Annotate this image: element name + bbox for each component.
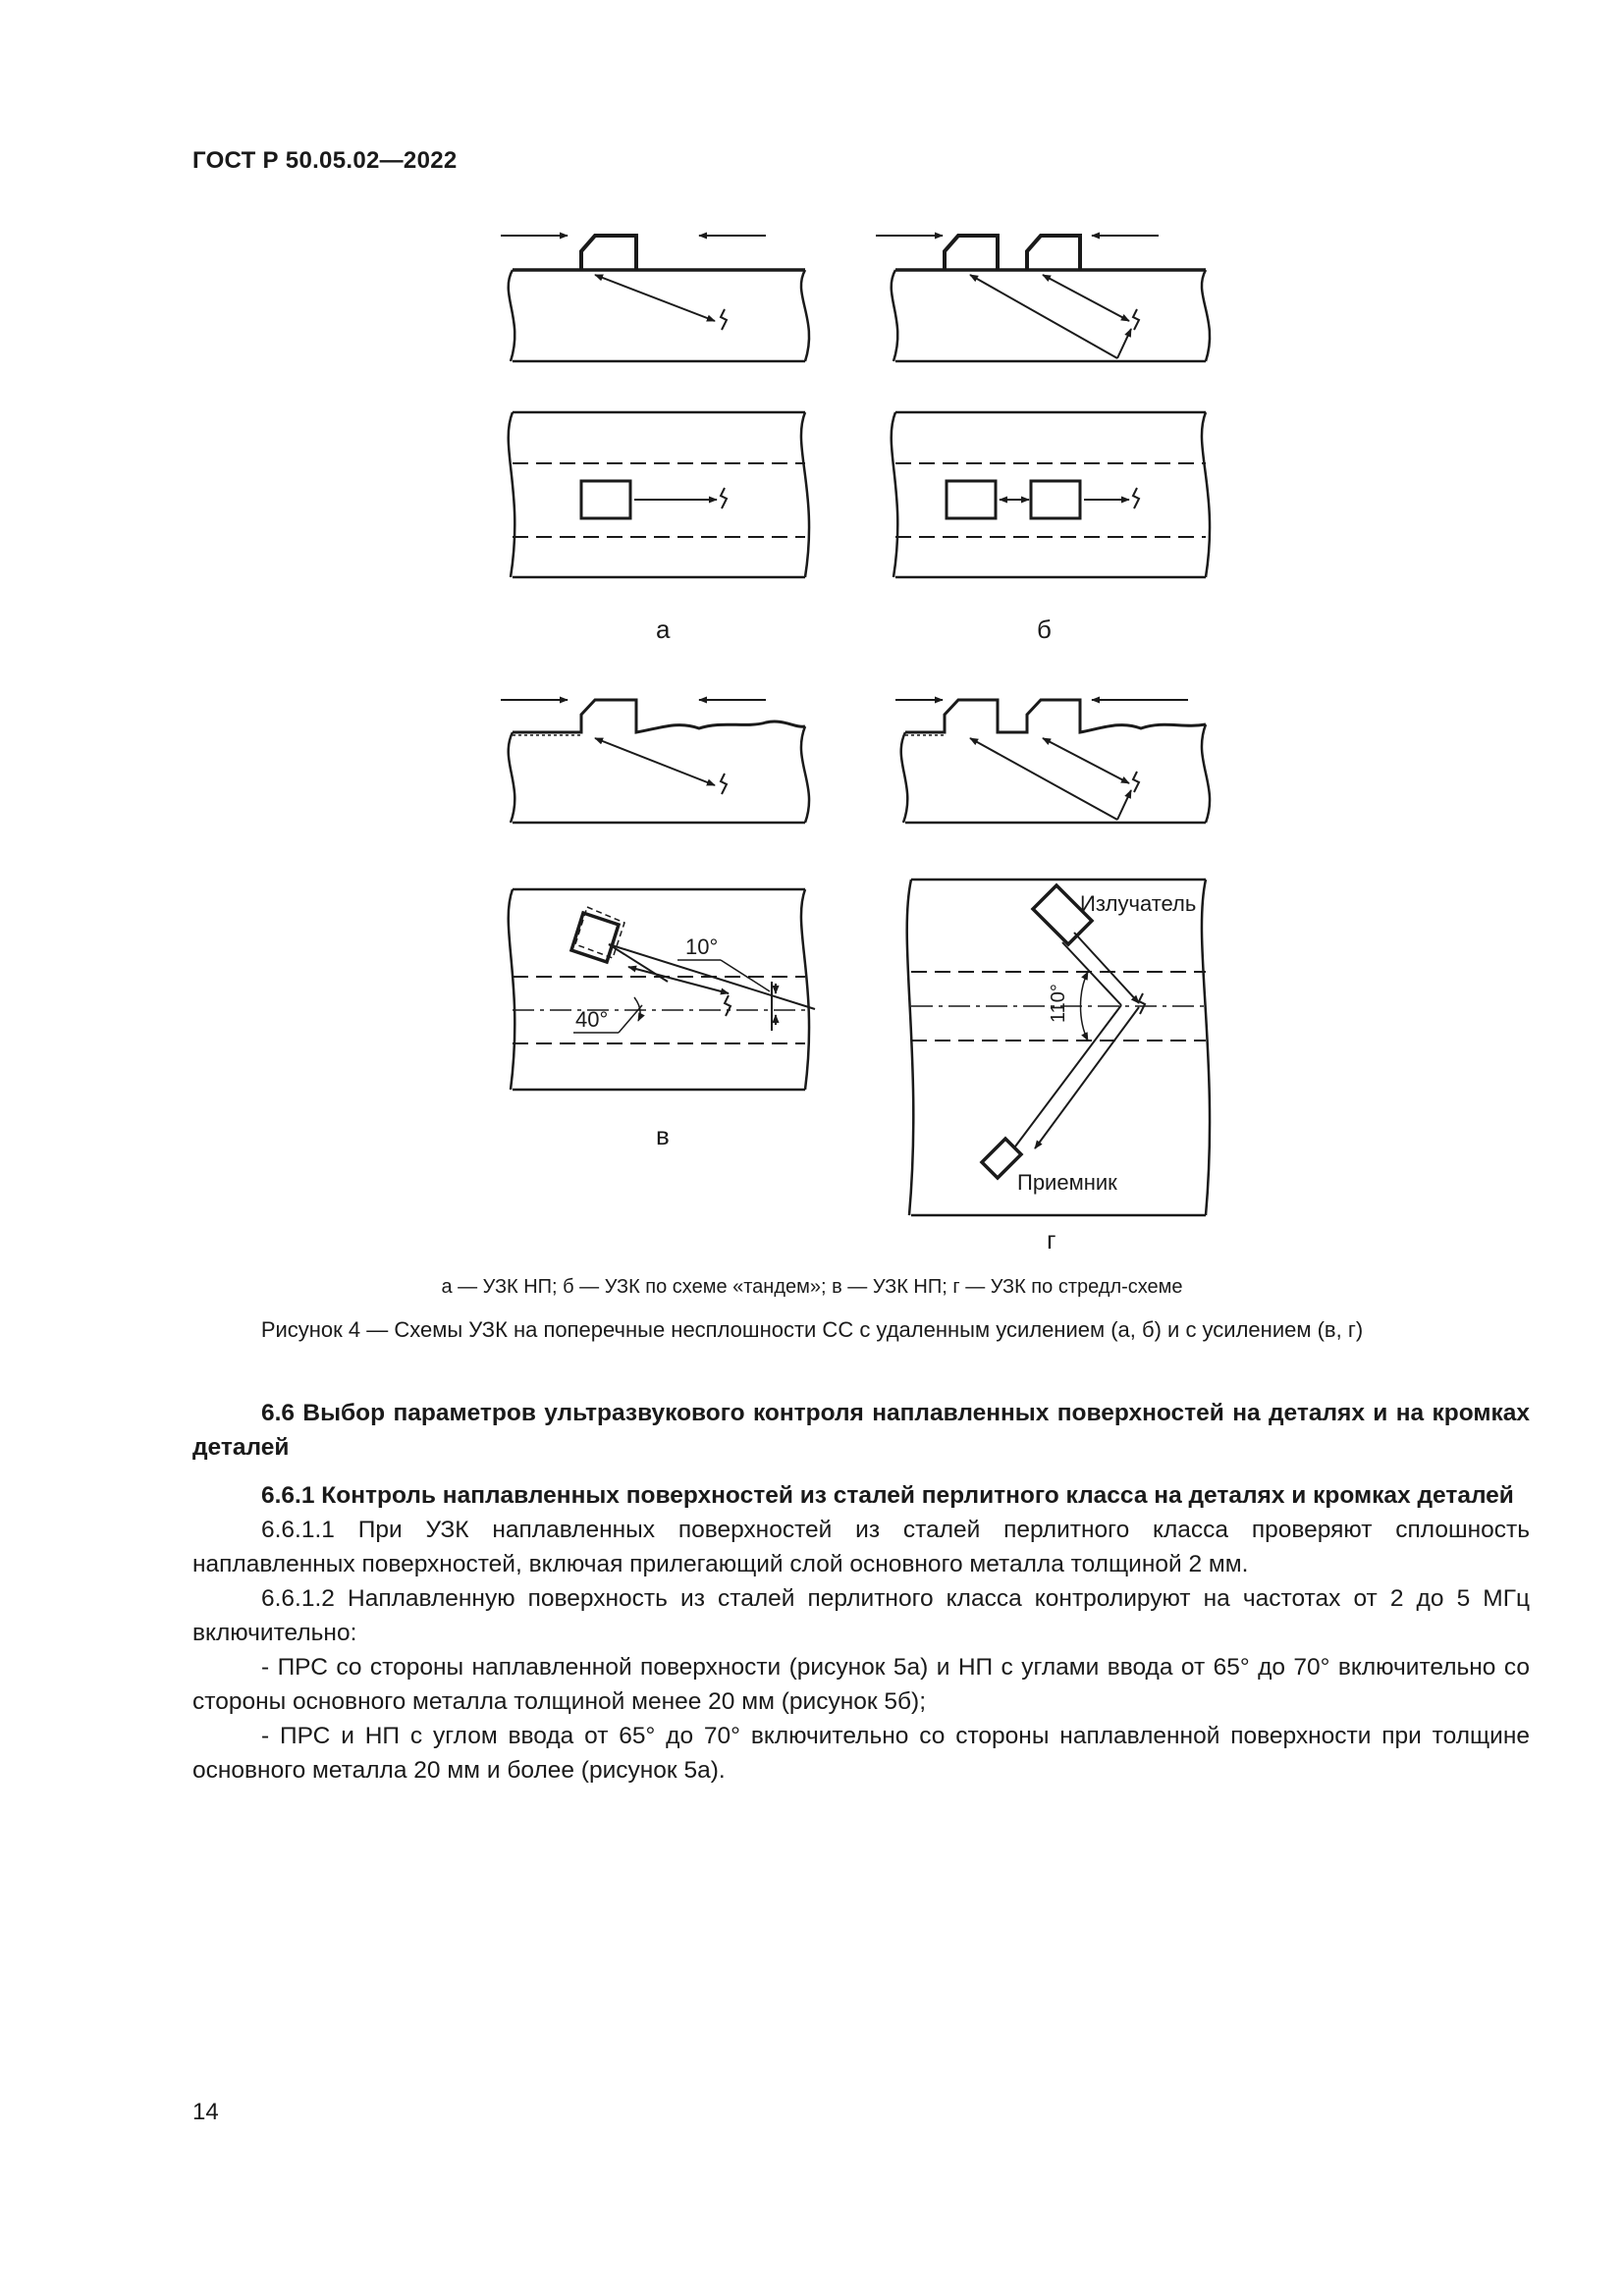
paragraph-6-6-1-1: 6.6.1.1 При УЗК наплавленных поверхностей из сталей перлитного класса проверяют сплошность наплавленных поверхностей, включая прилегающий слой основного металла толщиной 2 мм. <box>192 1517 1530 1577</box>
emitter-label: Излучатель <box>1080 891 1197 916</box>
panel-g-top-view <box>907 880 1210 1215</box>
panel-label-b: б <box>1037 614 1052 644</box>
panel-g-side-view <box>895 700 1210 823</box>
list-item-2: - ПРС и НП с углом ввода от 65° до 70° включительно со стороны наплавленной поверхности при толщине основного металла 20 мм и более (рисунок 5а). <box>192 1723 1530 1784</box>
page-number: 14 <box>192 2099 219 2125</box>
panel-label-g: г <box>1047 1225 1056 1255</box>
figure-legend: а — УЗК НП; б — УЗК по схеме «тандем»; в — УЗК НП; г — УЗК по стредл-схеме <box>441 1276 1183 1298</box>
section-heading: 6.6 Выбор параметров ультразвукового контроля наплавленных поверхностей на деталях и на кромках деталей <box>192 1400 1530 1461</box>
receiver-label: Приемник <box>1017 1170 1117 1195</box>
paragraph-6-6-1-2: 6.6.1.2 Наплавленную поверхность из сталей перлитного класса контролируют на частотах от 2 до 5 МГц включительно: <box>192 1585 1530 1646</box>
angle-label-110: 110° <box>1048 984 1069 1023</box>
panel-a-side-view <box>501 236 809 361</box>
angle-label-10: 10° <box>685 934 719 959</box>
panel-a-top-view <box>509 412 809 577</box>
panel-b-top-view <box>892 412 1210 577</box>
panel-v-side-view <box>501 700 809 823</box>
panel-v-top-view <box>509 889 815 1090</box>
angle-label-40: 40° <box>575 1007 609 1032</box>
panel-label-v: в <box>656 1121 670 1150</box>
figure-caption: Рисунок 4 — Схемы УЗК на поперечные несплошности СС с удаленным усилением (а, б) и с усилением (в, г) <box>260 1317 1364 1342</box>
list-item-1: - ПРС со стороны наплавленной поверхности (рисунок 5а) и НП с углами ввода от 65° до 70° включительно со стороны основного металла толщиной менее 20 мм (рисунок 5б); <box>192 1654 1530 1715</box>
section-body <box>192 1396 1530 1788</box>
subsection-heading: 6.6.1 Контроль наплавленных поверхностей из сталей перлитного класса на деталях и кромках деталей <box>261 1482 1514 1509</box>
panel-label-a: а <box>656 614 671 644</box>
panel-b-side-view <box>876 236 1210 361</box>
document-header: ГОСТ Р 50.05.02—2022 <box>192 147 458 174</box>
